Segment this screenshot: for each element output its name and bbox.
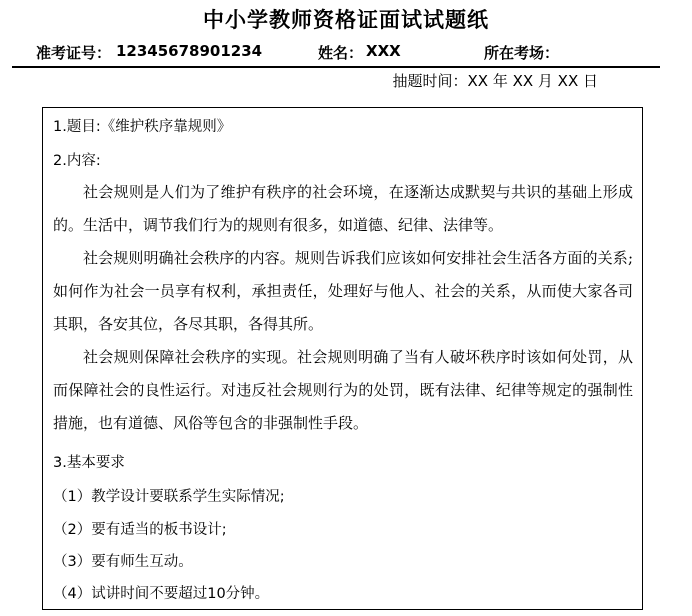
header-divider [12,66,660,68]
topic-line: 1.题目:《维护秩序靠规则》 [53,119,232,135]
venue-label: 所在考场： [484,44,560,62]
draw-time: 抽题时间：XX 年 XX 月 XX 日 [392,72,598,90]
content-heading: 2.内容: [53,153,101,169]
candidate-info-row [0,42,692,66]
paragraph: 社会规则是人们为了维护有秩序的社会环境，在逐渐达成默契与共识的基础上形成的。生活中，调节我们行为的规则有很多，如道德、纪律、法律等。 [53,183,633,234]
question-box [42,107,643,610]
exam-id-value: 12345678901234 [116,42,263,60]
paragraph: 社会规则明确社会秩序的内容。规则告诉我们应该如何安排社会生活各方面的关系;如何作为社会一员享有权利，承担责任，处理好与他人、社会的关系，从而使大家各司其职，各安其位，各尽其职，各得其所。 [53,249,633,333]
name-label: 姓名： [318,44,364,62]
requirement-item: （2）要有适当的板书设计; [53,522,227,538]
requirement-item: （3）要有师生互动。 [53,554,193,570]
requirement-item: （4）试讲时间不要超过10分钟。 [53,586,270,602]
paragraph: 社会规则保障社会秩序的实现。社会规则明确了当有人破坏秩序时该如何处罚，从而保障社会的良性运行。对违反社会规则行为的处罚，既有法律、纪律等规定的强制性措施，也有道德、风俗等包含的非强制性手段。 [53,348,633,432]
requirements-heading: 3.基本要求 [53,455,125,471]
content-body [53,176,633,440]
name-value: XXX [366,42,401,60]
requirement-item: （1）教学设计要联系学生实际情况; [53,489,285,505]
page-title: 中小学教师资格证面试试题纸 [203,8,489,32]
exam-id-label: 准考证号： [36,44,112,62]
